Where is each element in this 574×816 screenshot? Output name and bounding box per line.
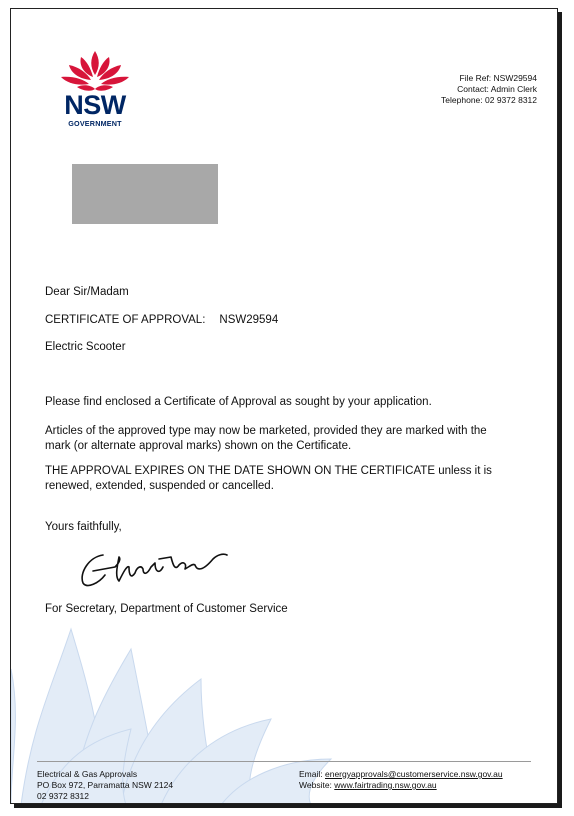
footer-address	[37, 769, 173, 802]
reference-block	[441, 73, 537, 106]
closing: Yours faithfully,	[45, 521, 122, 533]
website-label: Website:	[299, 780, 332, 790]
page-shadow-bottom	[14, 804, 562, 808]
redacted-address-block	[72, 164, 218, 224]
footer-divider	[37, 761, 531, 762]
certificate-line	[45, 313, 278, 328]
logo-subtitle: GOVERNMENT	[68, 119, 122, 128]
certificate-label: CERTIFICATE OF APPROVAL:	[45, 314, 206, 326]
footer-dept: Electrical & Gas Approvals	[37, 769, 138, 779]
footer-po-box: PO Box 972, Parramatta NSW 2124	[37, 780, 174, 790]
logo-wordmark: NSW	[64, 90, 126, 120]
paragraph-marketing: Articles of the approved type may now be marketed, provided they are marked with the mark (or alternate approval marks) shown on the Certificate.	[45, 425, 487, 452]
website-link[interactable]: www.fairtrading.nsw.gov.au	[334, 780, 437, 790]
waratah-icon	[57, 49, 133, 93]
paragraph-expiry: THE APPROVAL EXPIRES ON THE DATE SHOWN ON THE CERTIFICATE unless it is renewed, extended, suspended or cancelled.	[45, 465, 492, 492]
signatory: For Secretary, Department of Customer Service	[45, 603, 288, 615]
telephone: Telephone: 02 9372 8312	[441, 95, 537, 105]
footer-contacts	[299, 769, 503, 791]
signature	[75, 545, 235, 593]
footer-phone: 02 9372 8312	[37, 791, 89, 801]
contact: Contact: Admin Clerk	[457, 84, 537, 94]
email-link[interactable]: energyapprovals@customerservice.nsw.gov.au	[325, 769, 503, 779]
paragraph-enclosed: Please find enclosed a Certificate of Approval as sought by your application.	[45, 396, 432, 408]
nsw-government-logo	[57, 49, 133, 133]
email-label: Email:	[299, 769, 323, 779]
certificate-number: NSW29594	[219, 314, 279, 326]
salutation: Dear Sir/Madam	[45, 286, 129, 298]
file-ref: File Ref: NSW29594	[459, 73, 537, 83]
product-name: Electric Scooter	[45, 341, 126, 353]
letter-page	[10, 8, 558, 804]
page-shadow-right	[558, 12, 562, 808]
